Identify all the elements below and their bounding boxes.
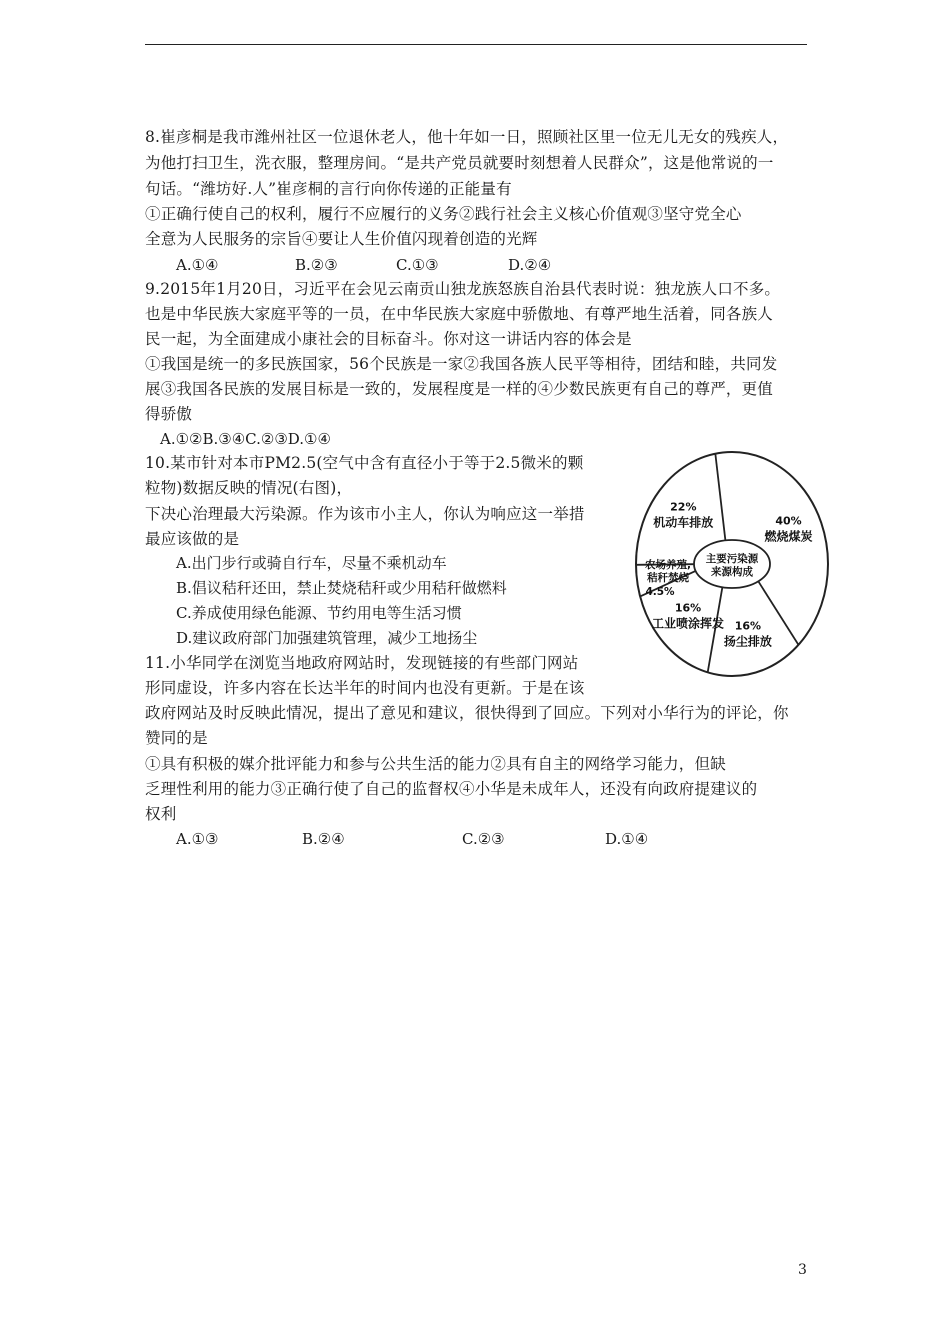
pie-value-label-0: 40% — [775, 514, 802, 528]
q8-items-line-2: 全意为人民服务的宗旨④要让人生价值闪现着创造的光辉 — [145, 230, 538, 248]
q11-items-line-3: 权利 — [145, 805, 177, 823]
q8-option-c: C.①③ — [396, 256, 439, 274]
q11-items-line-1: ①具有积极的媒介批评能力和参与公共生活的能力②具有自主的网络学习能力，但缺 — [145, 755, 726, 773]
q11-stem-line-3: 政府网站及时反映此情况，提出了意见和建议，很快得到了回应。下列对小华行为的评论，你 — [145, 704, 789, 722]
pie-category-label-2: 工业喷涂挥发 — [652, 616, 725, 631]
q10-option-a: A.出门步行或骑自行车，尽量不乘机动车 — [176, 554, 447, 572]
q11-stem-line-2: 形同虚设，许多内容在长达半年的时间内也没有更新。于是在该 — [145, 679, 585, 697]
q9-items-line-1: ①我国是统一的多民族国家，56个民族是一家②我国各族人民平等相待，团结和睦，共同发 — [145, 355, 778, 373]
q11-stem-line-4: 赞同的是 — [145, 729, 208, 747]
q11-option-c: C.②③ — [462, 830, 505, 848]
q9-stem-line-1: 9.2015年1月20日，习近平在会见云南贡山独龙族怒族自治县代表时说：独龙族人口不多。 — [145, 280, 781, 298]
pie-category-label-3-0: 农场养殖, — [645, 559, 691, 571]
page-number: 3 — [798, 1262, 807, 1278]
q9-stem-line-2: 也是中华民族大家庭平等的一员，在中华民族大家庭中骄傲地、有尊严地生活着，同各族人 — [145, 305, 774, 323]
q11-option-d: D.①④ — [605, 830, 649, 848]
pie-category-label-3-1: 秸秆焚烧 — [647, 572, 689, 584]
q8-stem-line-2: 为他打扫卫生，洗衣服，整理房间。“是共产党员就要时刻想着人民群众”，这是他常说的一 — [145, 154, 774, 172]
q9-stem-line-3: 民一起，为全面建成小康社会的目标奋斗。你对这一讲话内容的体会是 — [145, 330, 632, 348]
q8-stem-line-3: 句话。“潍坊好.人”崔彦桐的言行向你传递的正能量有 — [145, 180, 512, 198]
q10-stem-line-2: 粒物)数据反映的情况(右图)， — [145, 479, 353, 497]
q11-option-a: A.①③ — [176, 830, 219, 848]
q10-stem-line-1: 10.某市针对本市PM2.5(空气中含有直径小于等于2.5微米的颗 — [145, 454, 584, 472]
pie-value-label-1: 16% — [734, 619, 762, 633]
pie-category-label-0: 燃烧煤炭 — [764, 529, 813, 544]
q8-items-line-1: ①正确行使自己的权利，履行不应履行的义务②践行社会主义核心价值观③坚守党全心 — [145, 205, 742, 223]
q10-option-b: B.倡议秸秆还田，禁止焚烧秸秆或少用秸秆做燃料 — [176, 579, 507, 597]
q10-stem-line-4: 最应该做的是 — [145, 530, 240, 548]
pie-value-label-2: 16% — [674, 601, 702, 615]
q11-items-line-2: 乏理性利用的能力③正确行使了自己的监督权④小华是未成年人，还没有向政府提建议的 — [145, 780, 758, 798]
pie-category-label-1: 扬尘排放 — [723, 634, 772, 649]
pie-center-label-1: 来源构成 — [711, 566, 753, 578]
q8-option-a: A.①④ — [176, 256, 219, 274]
pollution-source-pie-chart — [634, 448, 830, 678]
q8-option-d: D.②④ — [508, 256, 552, 274]
q11-stem-line-1: 11.小华同学在浏览当地政府网站时，发现链接的有些部门网站 — [145, 654, 579, 672]
q9-options: A.①②B.③④C.②③D.①④ — [160, 430, 331, 448]
q9-items-line-3: 得骄傲 — [145, 405, 193, 423]
q11-option-b: B.②④ — [302, 830, 345, 848]
q10-option-d: D.建议政府部门加强建筑管理，减少工地扬尘 — [176, 629, 478, 647]
q8-stem-line-1: 8.崔彦桐是我市潍州社区一位退休老人，他十年如一日，照顾社区里一位无儿无女的残疾人， — [145, 128, 789, 146]
q10-option-c: C.养成使用绿色能源、节约用电等生活习惯 — [176, 604, 462, 622]
header-rule — [145, 44, 807, 45]
pie-category-label-4: 机动车排放 — [653, 515, 714, 530]
q9-items-line-2: 展③我国各民族的发展目标是一致的，发展程度是一样的④少数民族更有自己的尊严，更值 — [145, 380, 774, 398]
q8-option-b: B.②③ — [295, 256, 338, 274]
pie-value-label-3: 4.5% — [645, 586, 675, 598]
pie-value-label-4: 22% — [670, 500, 697, 514]
pie-center-label-0: 主要污染源 — [705, 553, 759, 565]
q10-stem-line-3: 下决心治理最大污染源。作为该市小主人，你认为响应这一举措 — [145, 505, 585, 523]
